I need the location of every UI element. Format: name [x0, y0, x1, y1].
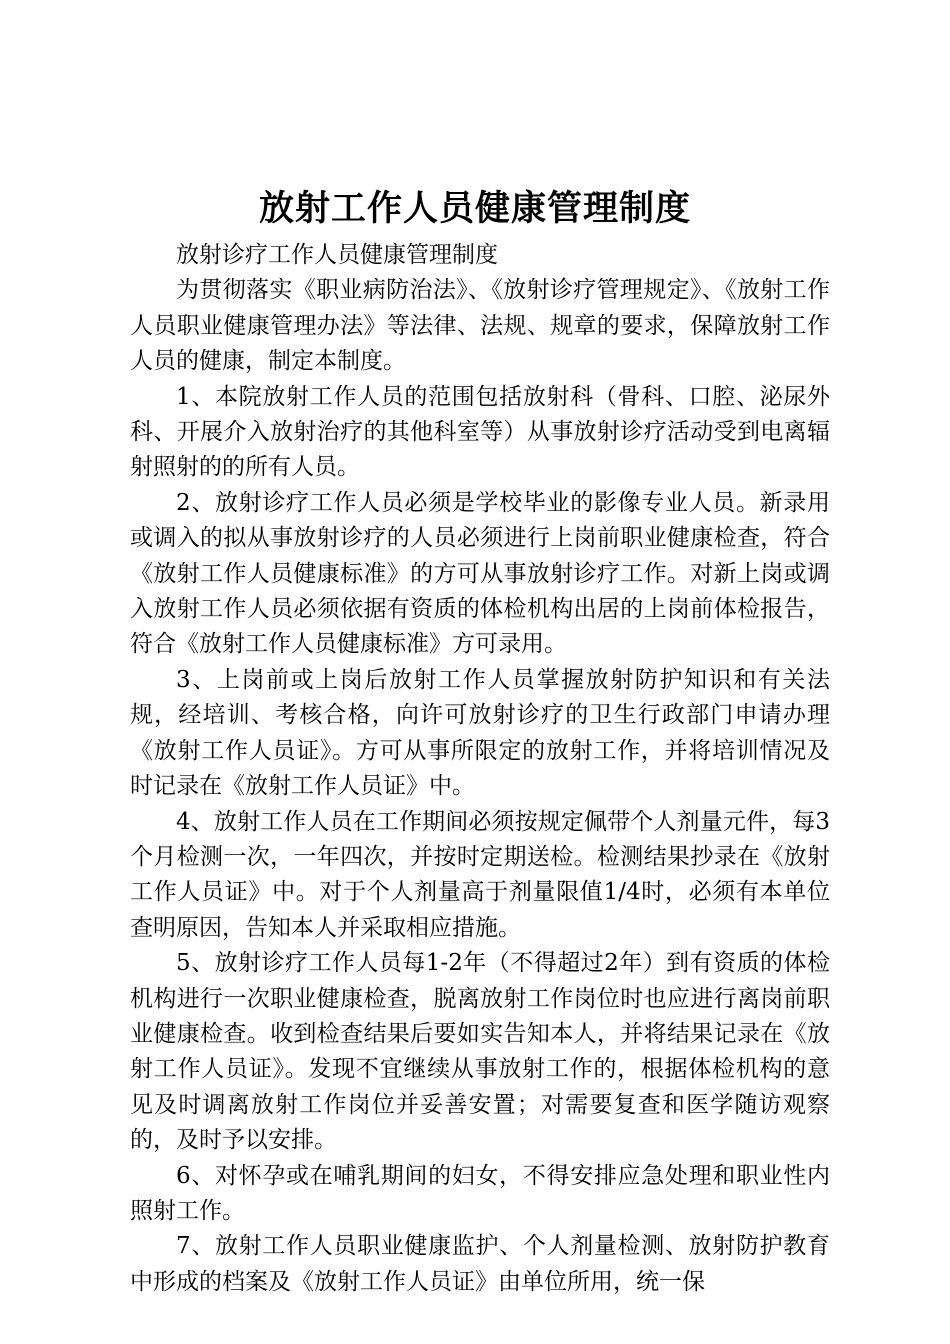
paragraph-intro: 为贯彻落实《职业病防治法》、《放射诊疗管理规定》、《放射工作人员职业健康管理办法》等法律、法规、规章的要求，保障放射工作人员的健康，制定本制度。	[130, 277, 830, 375]
paragraph-5: 5、放射诊疗工作人员每1-2年（不得超过2年）到有资质的体检机构进行一次职业健康检查，脱离放射工作岗位时也应进行离岗前职业健康检查。收到检查结果后要如实告知本人，并将结果记录在《放射工作人员证》。发现不宜继续从事放射工作的，根据体检机构的意见及时调离放射工作岗位并妥善安置；对需要复查和医学随访观察的，及时予以安排。	[130, 950, 830, 1154]
paragraph-7: 7、放射工作人员职业健康监护、个人剂量检测、放射防护教育中形成的档案及《放射工作人员证》由单位所用，统一保	[130, 1233, 830, 1295]
paragraph-4: 4、放射工作人员在工作期间必须按规定佩带个人剂量元件，每3个月检测一次，一年四次，并按时定期送检。检测结果抄录在《放射工作人员证》中。对于个人剂量高于剂量限值1/4时，必须有本单位查明原因，告知本人并采取相应措施。	[130, 808, 830, 941]
paragraph-3: 3、上岗前或上岗后放射工作人员掌握放射防护知识和有关法规，经培训、考核合格，向许可放射诊疗的卫生行政部门申请办理《放射工作人员证》。方可从事所限定的放射工作，并将培训情况及时记录在《放射工作人员证》中。	[130, 666, 830, 800]
document-body	[130, 238, 830, 1300]
document-subtitle: 放射诊疗工作人员健康管理制度	[176, 242, 498, 268]
paragraph-1: 1、本院放射工作人员的范围包括放射科（骨科、口腔、泌尿外科、开展介入放射治疗的其他科室等）从事放射诊疗活动受到电离辐射照射的的所有人员。	[130, 383, 830, 481]
document-title: 放射工作人员健康管理制度	[258, 188, 691, 229]
paragraph-2: 2、放射诊疗工作人员必须是学校毕业的影像专业人员。新录用或调入的拟从事放射诊疗的人员必须进行上岗前职业健康检查，符合《放射工作人员健康标准》的方可从事放射诊疗工作。对新上岗或调入放射工作人员必须依据有资质的体检机构出居的上岗前体检报告，符合《放射工作人员健康标准》方可录用。	[130, 489, 830, 658]
paragraph-6: 6、对怀孕或在哺乳期间的妇女，不得安排应急处理和职业性内照射工作。	[130, 1162, 830, 1224]
